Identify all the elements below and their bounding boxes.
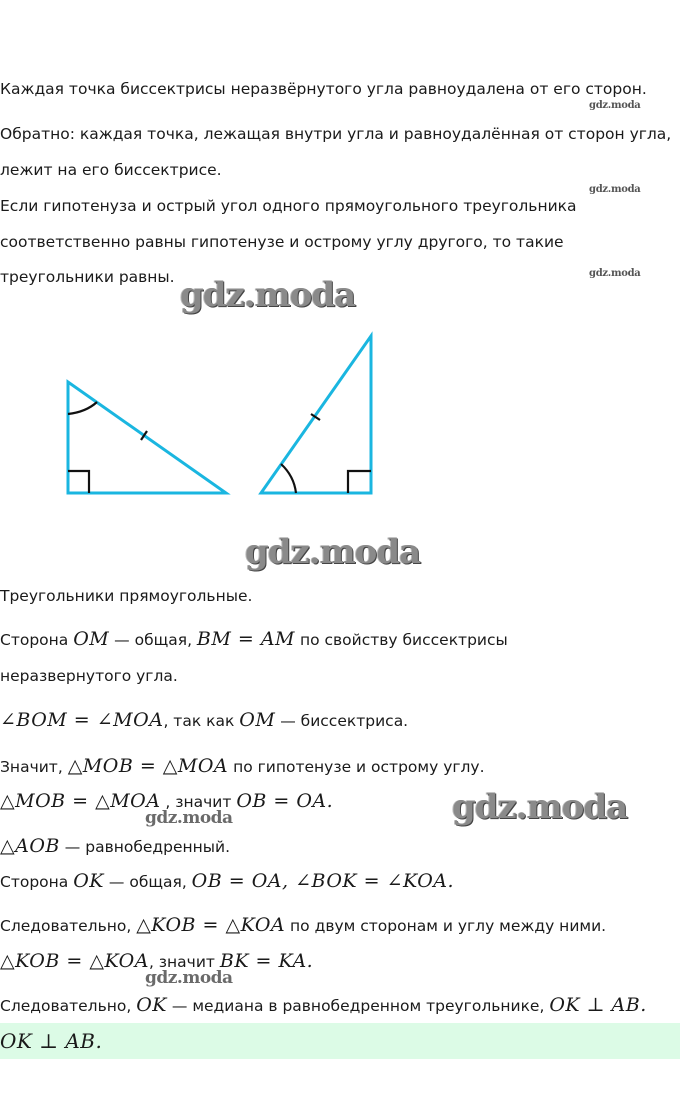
text: — общая, — [104, 873, 192, 891]
watermark-small: gdz.moda — [589, 184, 641, 195]
left-right-angle-mark — [68, 471, 89, 493]
answer-box — [0, 1023, 680, 1059]
text: по двум сторонам и углу между ними. — [285, 917, 607, 935]
solution-line-4 — [0, 709, 408, 732]
text: — медиана в равнобедренном треугольнике, — [166, 997, 550, 1015]
right-right-triangle — [261, 336, 371, 493]
math: BK = KA. — [219, 950, 314, 972]
math: OM — [73, 628, 110, 650]
solution-line-3: неразвернутого угла. — [0, 667, 178, 685]
text: Следовательно, — [0, 917, 137, 935]
solution-line-5 — [0, 755, 485, 778]
left-acute-angle-arc — [68, 402, 97, 414]
math: OK — [136, 994, 167, 1016]
text: — общая, — [109, 631, 197, 649]
text: , так как — [163, 712, 240, 730]
math: OK ⊥ AB. — [549, 994, 647, 1016]
right-right-angle-mark — [348, 471, 371, 493]
right-acute-angle-arc — [281, 464, 296, 493]
solution-line-9 — [0, 914, 606, 937]
solution-line-6 — [0, 790, 333, 813]
theory-line-2: Обратно: каждая точка, лежащая внутри угла и равноудалённая от сторон угла, — [0, 125, 672, 143]
text: — равнобедренный. — [59, 838, 231, 856]
watermark-large: gdz.moda — [245, 532, 421, 572]
math: △MOB = △MOA — [67, 755, 229, 777]
math: OB = OA. — [236, 790, 334, 812]
watermark-large: gdz.moda — [452, 787, 628, 827]
math: △KOB = △KOA — [0, 950, 149, 972]
math: OB = OA, ∠BOK = ∠KOA. — [191, 870, 455, 892]
text: — биссектриса. — [275, 712, 409, 730]
watermark-medium: gdz.moda — [145, 808, 233, 828]
text: Значит, — [0, 758, 68, 776]
theory-line-3: лежит на его биссектрисе. — [0, 161, 222, 179]
watermark-small: gdz.moda — [589, 100, 641, 111]
solution-line-10 — [0, 950, 313, 973]
solution-line-2 — [0, 628, 508, 651]
math: OK — [73, 870, 104, 892]
solution-line-1: Треугольники прямоугольные. — [0, 587, 253, 605]
theory-line-1: Каждая точка биссектрисы неразвёрнутого угла равноудалена от его сторон. — [0, 80, 647, 98]
solution-line-8 — [0, 870, 454, 893]
math: △AOB — [0, 835, 60, 857]
text: по гипотенузе и острому углу. — [228, 758, 485, 776]
watermark-medium: gdz.moda — [145, 968, 233, 988]
math: ∠BOM = ∠MOA — [0, 709, 164, 731]
math: BM = AM — [196, 628, 296, 650]
solution-line-11 — [0, 994, 647, 1017]
text: Следовательно, — [0, 997, 137, 1015]
text: Сторона — [0, 631, 74, 649]
watermark-small: gdz.moda — [589, 268, 641, 279]
text: , значит — [148, 953, 220, 971]
left-right-triangle — [68, 382, 226, 493]
text: по свойству биссектрисы — [295, 631, 508, 649]
watermark-large: gdz.moda — [180, 275, 356, 315]
math: OM — [239, 709, 276, 731]
text: Сторона — [0, 873, 74, 891]
theory-line-5: соответственно равны гипотенузе и острому углу другого, то такие — [0, 233, 564, 251]
theory-line-6: треугольники равны. — [0, 268, 175, 286]
answer-text: OK ⊥ AB. — [0, 1029, 103, 1053]
math: △MOB = △MOA — [0, 790, 161, 812]
theory-line-4: Если гипотенуза и острый угол одного прямоугольного треугольника — [0, 197, 577, 215]
text: , значит — [160, 793, 237, 811]
math: △KOB = △KOA — [136, 914, 286, 936]
solution-line-7 — [0, 835, 230, 858]
triangles-diagram — [0, 320, 680, 510]
